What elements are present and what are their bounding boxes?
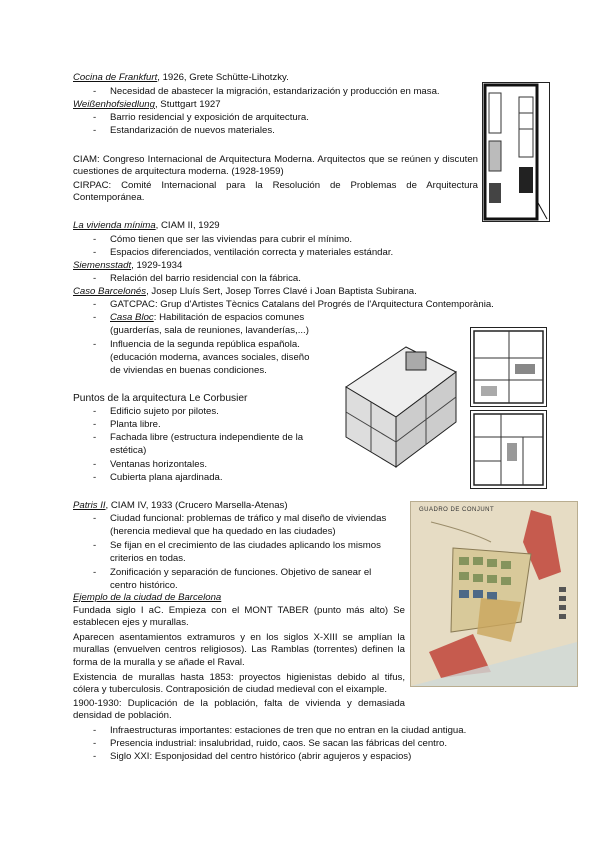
bullet: Estandarización de nuevos materiales. [110, 125, 275, 136]
bullet-cont: (guarderías, sala de reuniones, lavanderías,...) [110, 325, 309, 336]
bullet: Edificio sujeto por pilotes. [110, 406, 219, 417]
bullet: Cómo tienen que ser las viviendas para cubrir el mínimo. [110, 234, 353, 245]
map-title: GUADRO DE CONJUNT [419, 507, 495, 513]
bullet: Se fijan en el crecimiento de las ciudades aplicando los mismos [110, 540, 381, 551]
paragraph-cirpac: CIRPAC: Comité Internacional para la Resolución de Problemas de Arquitectura Contemporánea. [73, 180, 478, 204]
bullet-cont: criterios en todas. [110, 553, 186, 564]
heading-ejemplo-barcelona: Ejemplo de la ciudad de Barcelona [73, 592, 222, 603]
bullet: Siglo XXI: Esponjosidad del centro histórico (abrir agujeros y espacios) [110, 751, 412, 762]
bullet: Relación del barrio residencial con la fábrica. [110, 273, 301, 284]
bullet: Presencia industrial: insalubridad, ruido, caos. Se sacan las fábricas del centro. [110, 738, 448, 749]
bullet: Fachada libre (estructura independiente de la [110, 432, 304, 443]
figure-casa-bloc-plan-upper [470, 327, 547, 407]
bullet: GATCPAC: Grup d'Artistes Tècnics Catalans del Progrés de l'Arquitectura Contemporània. [110, 299, 494, 310]
bullet-cont: estética) [110, 445, 147, 456]
paragraph-1900-1930: 1900-1930: Duplicación de la población, falta de vivienda y demasiada densidad de población. [73, 698, 405, 722]
heading-cocina-frankfurt: Cocina de Frankfurt, 1926, Grete Schütte-Lihotzky. [73, 72, 289, 83]
paragraph-fundada: Fundada siglo I aC. Empieza con el MONT TABER (punto más alto) Se establecen ejes y murallas. [73, 605, 405, 629]
figure-barcelona-map [410, 501, 578, 687]
bullet: Cubierta plana ajardinada. [110, 472, 223, 483]
heading-caso-barcelones: Caso Barcelonés, Josep Lluís Sert, Josep Torres Clavé i Joan Baptista Subirana. [73, 286, 417, 297]
bullet: Influencia de la segunda república española. [110, 339, 300, 350]
heading-patris-ii: Patris II, CIAM IV, 1933 (Crucero Marsella-Atenas) [73, 500, 288, 511]
heading-vivienda-minima: La vivienda mínima, CIAM II, 1929 [73, 220, 220, 231]
bullet: Ciudad funcional: problemas de tráfico y mal diseño de viviendas [110, 513, 387, 524]
bullet: Ventanas horizontales. [110, 459, 208, 470]
figure-frankfurt-kitchen-plan [482, 82, 550, 222]
bullet: Barrio residencial y exposición de arquitectura. [110, 112, 309, 123]
bullet: Zonificación y separación de funciones. Objetivo de sanear el [110, 567, 372, 578]
bullet-cont: (herencia medieval que ha quedado en las ciudades) [110, 526, 336, 537]
bullet-cont: (educación moderna, avances sociales, diseño [110, 352, 310, 363]
heading-siemensstadt: Siemensstadt, 1929-1934 [73, 260, 183, 271]
bullet: Infraestructuras importantes: estaciones de tren que no entran en la ciudad antigua. [110, 725, 467, 736]
bullet: Casa Bloc: Habilitación de espacios comunes [110, 312, 305, 323]
paragraph-murallas: Existencia de murallas hasta 1853: proyectos higienistas debido al tifus, cólera y tuberculosis. Contraposición de ciudad medieval con el eixample. [73, 672, 405, 696]
heading-weissenhof: Weißenhofsiedlung, Stuttgart 1927 [73, 99, 221, 110]
paragraph-asentamientos: Aparecen asentamientos extramuros y en los siglos X-XIII se amplían la murallas (envuelven centros religiosos). Las Ramblas (torrentes) definen la forma de la muralla y se añade el Raval. [73, 632, 405, 668]
figure-casa-bloc-plan-lower [470, 410, 547, 489]
figure-casa-bloc-axonometric [336, 327, 461, 477]
bullet: Planta libre. [110, 419, 161, 430]
heading-puntos-le-corbusier: Puntos de la arquitectura Le Corbusier [73, 393, 248, 404]
paragraph-ciam: CIAM: Congreso Internacional de Arquitectura Moderna. Arquitectos que se reúnen y discuten cuestiones de arquitectura moderna. (1928-1959) [73, 154, 478, 178]
bullet: Espacios diferenciados, ventilación correcta y materiales estándar. [110, 247, 394, 258]
bullet-cont: centro histórico. [110, 580, 178, 591]
bullet: Necesidad de abastecer la migración, estandarización y producción en masa. [110, 86, 440, 97]
bullet-cont: de viviendas en buenas condiciones. [110, 365, 267, 376]
